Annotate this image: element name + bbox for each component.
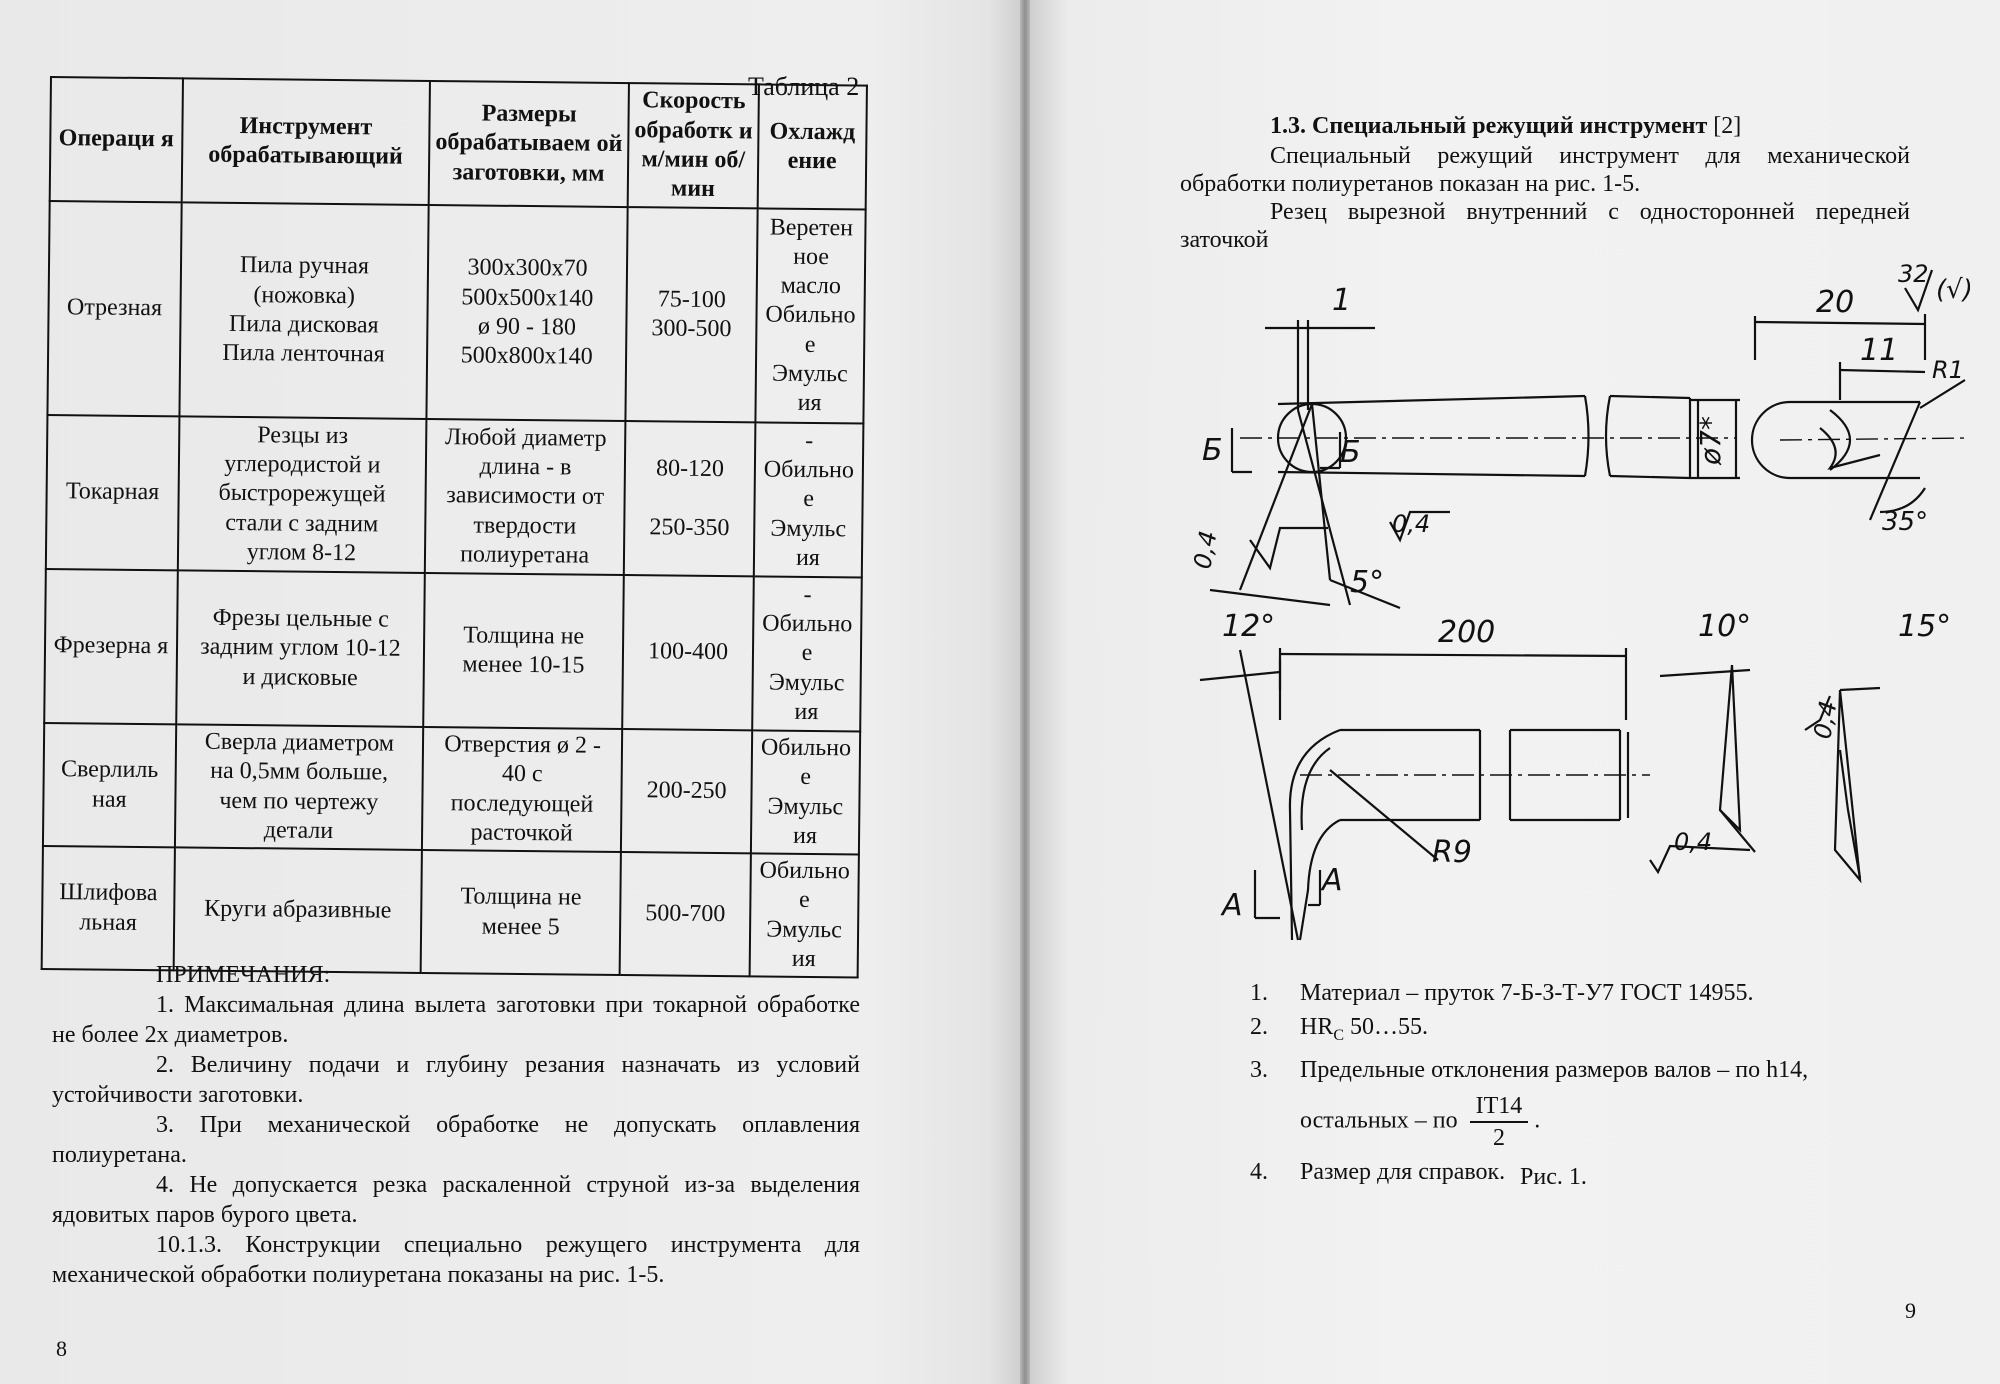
label-dim-11: 11 [1860,333,1899,368]
size-cell-line: зависимости от [446,482,605,511]
label-section-a-right: А [1322,863,1343,898]
cooling-cell [754,422,864,577]
operation-cell: Фрезерна я [44,569,178,724]
tool-cell-line: чем по чертежу [219,787,379,816]
list-item [1250,1055,1900,1085]
cooling-cell-line: Эмульс [767,793,844,820]
book-spine [1020,0,1030,1384]
label-roughness-d: 0,4 [1674,828,1713,856]
size-cell-line: Отверстия ø 2 - [444,731,602,759]
cooling-cell-line: Обильно [759,857,850,885]
tool-cell [178,416,427,573]
cooling-cell [750,853,859,977]
paragraph-2: Резец вырезной внутренний с односторонней передней заточкой [1180,199,1910,253]
cooling-cell-line: ия [794,698,819,725]
table-caption: Таблица 2 [748,72,860,101]
item-subscript: C [1333,1026,1345,1044]
label-dim-20: 20 [1816,285,1855,320]
item-text: Предельные отклонения размеров валов – по h14, [1300,1056,1809,1083]
table-row [44,569,862,732]
speed-cell-line [630,483,750,514]
speed-cell [621,729,752,853]
tool-cell-line: и дисковые [242,663,358,691]
notes-heading: ПРИМЕЧАНИЯ: [156,962,331,988]
size-cell-line: последующей [450,789,594,818]
operation-cell: Шлифова льная [42,846,175,970]
cooling-cell-line: Эмульс [771,360,848,388]
size-cell [425,419,626,575]
label-section-a-left: А [1222,888,1243,923]
note-item: 10.1.3. Конструкции специально режущего инструмента для механической обработки полиуретана показаны на рис. 1-5. [52,1232,860,1288]
tool-cell-line: детали [263,817,334,844]
size-cell-line: Толщина не [460,883,582,911]
cooling-cell-line: Эмульс [766,916,843,943]
technical-drawing-svg [1180,250,1970,970]
item-text-after: 50…55. [1344,1014,1429,1040]
label-angle-10: 10° [1698,609,1752,644]
cooling-cell-line: масло [780,272,842,300]
cooling-cell-line: е [803,486,815,513]
table-row [43,723,860,855]
operation-cell: Отрезная [47,201,181,416]
label-section-b-left: Б [1202,433,1223,468]
speed-cell-line: 100-400 [647,638,729,666]
size-cell-line: ø 90 - 180 [477,313,577,341]
figure-caption: Рис. 1. [1520,1164,1587,1190]
size-cell [421,850,622,975]
tool-cell-line: Пила дисковая [228,310,379,339]
speed-cell-line: 75-100 [657,286,726,313]
tool-cell-line: Сверла диаметром [204,728,395,757]
cooling-cell-line: е [798,887,810,914]
tool-cell-line: Пила ручная [239,252,370,280]
tool-cell-line: задним углом 10-12 [200,633,401,663]
note-item: 2. Величину подачи и глубину резания назначать из условий устойчивости заготовки. [52,1052,860,1108]
size-cell-line: Толщина не [463,622,585,650]
note-item: 3. При механической обработке не допускать оплавления полиуретана. [52,1112,860,1168]
notes-block [52,960,860,1290]
tool-cell-line: быстрорежущей [218,480,386,508]
fraction-bottom: 2 [1492,1124,1505,1151]
cooling-cell-line: - [803,581,812,608]
table-row [42,846,859,978]
cooling-cell-line: е [800,764,812,791]
fraction [1470,1091,1529,1153]
cooling-cell [752,576,862,731]
cooling-cell-line: Эмульс [770,515,847,542]
item-number: 3. [1250,1056,1268,1083]
label-angle-5: 5° [1350,565,1385,600]
label-angle-35: 35° [1882,507,1929,537]
item-text: остальных – по [1300,1107,1458,1134]
cooling-cell-line: ия [791,945,816,972]
size-cell-line: расточкой [470,819,573,847]
list-item [1250,978,1900,1008]
note-item: 4. Не допускается резка раскаленной струной из-за выделения ядовитых паров бурого цвета. [52,1172,860,1228]
header-speed: Скорость обработк и м/мин об/мин [628,83,759,208]
speed-cell [626,207,758,422]
speed-cell-line: 300-500 [651,315,732,343]
tool-cell-line: (ножовка) [253,281,356,309]
label-roughness-check: (√) [1936,275,1970,305]
label-diameter: ø7* [1694,416,1727,465]
spec-list [1250,978,1900,1191]
cooling-cell-line: Обильно [762,610,853,638]
cutter-drawing [1180,250,1970,970]
header-tool: Инструмент обрабатывающий [182,78,430,205]
cooling-cell-line: Обильно [765,301,856,329]
speed-cell-line: 80-120 [655,455,725,483]
cooling-cell-line: Веретен [769,214,854,241]
tool-cell-line: Круги абразивные [203,895,392,924]
operation-cell: Токарная [46,415,180,570]
speed-cell [624,421,755,576]
paragraph-1: Специальный режущий инструмент для механической обработки полиуретанов показан на рис. 1-5. [1180,143,1910,197]
tool-cell [179,202,428,419]
note-item: 1. Максимальная длина вылета заготовки при токарной обработке не более 2х диаметров. [52,992,860,1048]
label-angle-12: 12° [1222,609,1276,644]
table-row [47,201,865,424]
size-cell-line: полиуретана [460,541,590,569]
header-size: Размеры обрабатываем ой заготовки, мм [429,81,630,207]
cooling-cell-line: ия [797,390,822,417]
label-roughness-c: 0,4 [1808,698,1843,742]
drawing-labels [1188,260,1970,923]
size-cell-line: 300x300x70 [467,254,588,283]
label-roughness-32: 32 [1898,260,1929,288]
tool-cell-line: углеродистой и [224,450,381,479]
tool-cell-line: стали с задним [225,509,379,538]
operations-table [41,76,868,979]
tool-cell-line: Пила ленточная [222,340,385,368]
tool-cell [176,570,425,727]
cooling-cell-line: е [804,331,816,358]
label-dim-1: 1 [1332,283,1352,318]
item-number: 1. [1250,980,1268,1006]
tool-cell [175,724,423,850]
header-cooling: Охлажд ение [758,84,867,209]
label-section-b-right: Б [1340,435,1361,470]
tool-cell-line: Резцы из [257,422,349,449]
fraction-top: IT14 [1470,1091,1529,1123]
speed-cell-line: 200-250 [646,777,727,805]
size-cell-line: менее 10-15 [462,651,585,679]
cooling-cell-line: Обильно [763,456,855,484]
speed-cell [620,852,751,976]
item-text: Размер для справок. [1300,1158,1506,1185]
tool-cell [174,847,422,973]
item-text: HR [1300,1014,1334,1040]
label-radius-r1: R1 [1932,356,1964,384]
speed-cell [622,575,753,730]
cooling-cell-line: ное [793,243,830,270]
page-number-right: 9 [1905,1298,1916,1323]
label-roughness-a: 0,4 [1188,528,1223,572]
cooling-cell-line: - [805,427,814,454]
size-cell [426,205,627,421]
label-angle-15: 15° [1898,609,1952,644]
table-header-row [50,77,867,210]
size-cell-line: 40 с [501,761,543,788]
item-number: 4. [1250,1158,1268,1185]
label-radius-r9: R9 [1432,835,1472,870]
list-item [1250,1091,1900,1153]
section-ref: [2] [1713,113,1742,139]
item-text: Материал – пруток 7-Б-З-Т-У7 ГОСТ 14955. [1300,980,1754,1006]
speed-cell-line: 250-350 [649,513,730,541]
size-cell [423,573,624,729]
cooling-cell [751,730,860,854]
cooling-cell-line: Обильно [760,734,852,762]
item-tail: . [1534,1107,1541,1134]
size-cell-line: Любой диаметр [444,423,607,452]
cooling-cell-line: Эмульс [768,669,845,696]
section-title [1180,112,1910,140]
size-cell-line: твердости [473,512,577,540]
tool-cell-line: Фрезы цельные с [212,604,389,633]
operation-cell: Сверлиль ная [43,723,176,847]
page-number-left: 8 [56,1336,67,1361]
header-operation: Операци я [50,77,183,202]
item-number: 2. [1250,1014,1268,1040]
list-item [1250,1012,1900,1051]
cooling-cell-line: ия [792,822,818,849]
label-roughness-b: 0,4 [1392,510,1431,538]
size-cell-line: 500x500x140 [461,284,594,312]
size-cell-line: длина - в [479,453,572,481]
cooling-cell-line: ия [795,544,821,571]
size-cell-line: 500x800x140 [460,342,593,370]
section-title-text: 1.3. Специальный режущий инструмент [1270,113,1708,139]
tool-cell-line: углом 8-12 [246,538,357,567]
table-row [46,415,864,578]
tool-cell-line: на 0,5мм больше, [210,757,389,786]
size-cell [422,727,623,852]
size-cell-line: менее 5 [481,913,560,940]
cooling-cell-line: е [801,640,813,667]
label-dim-200: 200 [1438,615,1496,650]
cooling-cell [755,208,865,423]
speed-cell-line: 500-700 [645,900,726,928]
